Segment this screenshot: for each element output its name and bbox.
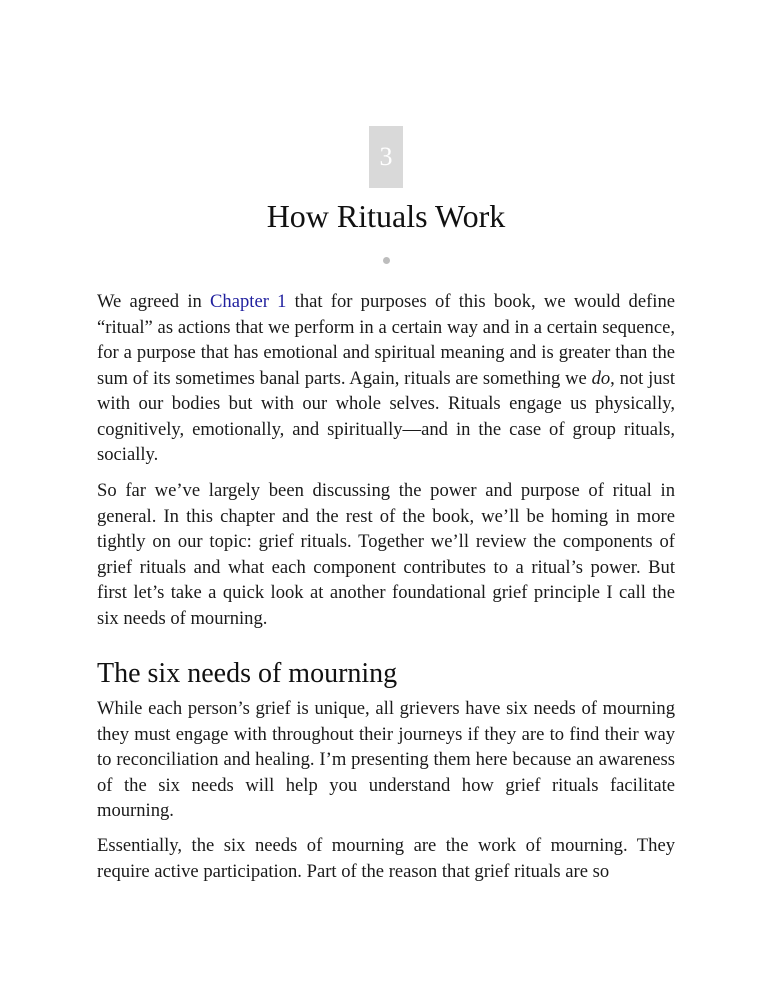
ornament-dot-icon [383,257,390,264]
paragraph-intro-text-end: , not just with our bodies but with our whole selves. Rituals engage us physically, cognitively, emotionally, and spiritually—and in the case of group rituals, socially. [97,367,675,465]
paragraph-intro [97,289,675,468]
paragraph-six-needs-intro: While each person’s grief is unique, all grievers have six needs of mourning they must engage with throughout their journeys if they are to find their way to reconciliation and healing. I’m presenting them here because an awareness of the six needs will help you understand how grief rituals facilitate mourning. [97,698,675,821]
emphasis-do: do [591,367,611,389]
chapter-1-link[interactable]: Chapter 1 [210,291,287,312]
paragraph-work-of-mourning: Essentially, the six needs of mourning are the work of mourning. They require active participation. Part of the reason that grief rituals are so [97,835,675,882]
paragraph-intro-text-start: We agreed in [97,291,211,312]
chapter-title: How Rituals Work [266,198,506,234]
section-heading: The six needs of mourning [97,658,398,689]
chapter-number: 3 [379,142,393,171]
paragraph-overview: So far we’ve largely been discussing the power and purpose of ritual in general. In this chapter and the rest of the book, we’ll be homing in more tightly on our topic: grief rituals. Together we’ll review the components of grief rituals and what each component contributes to a ritual’s power. But first let’s take a quick look at another foundational grief principle I call the six needs of mourning. [97,480,675,629]
paragraph-intro-text-middle: that for purposes of this book, we would define “ritual” as actions that we perform in a certain way and in a certain sequence, for a purpose that has emotional and spiritual meaning and is greater than the sum of its sometimes banal parts. Again, rituals are something we [97,291,675,389]
chapter-number-badge [369,126,403,188]
